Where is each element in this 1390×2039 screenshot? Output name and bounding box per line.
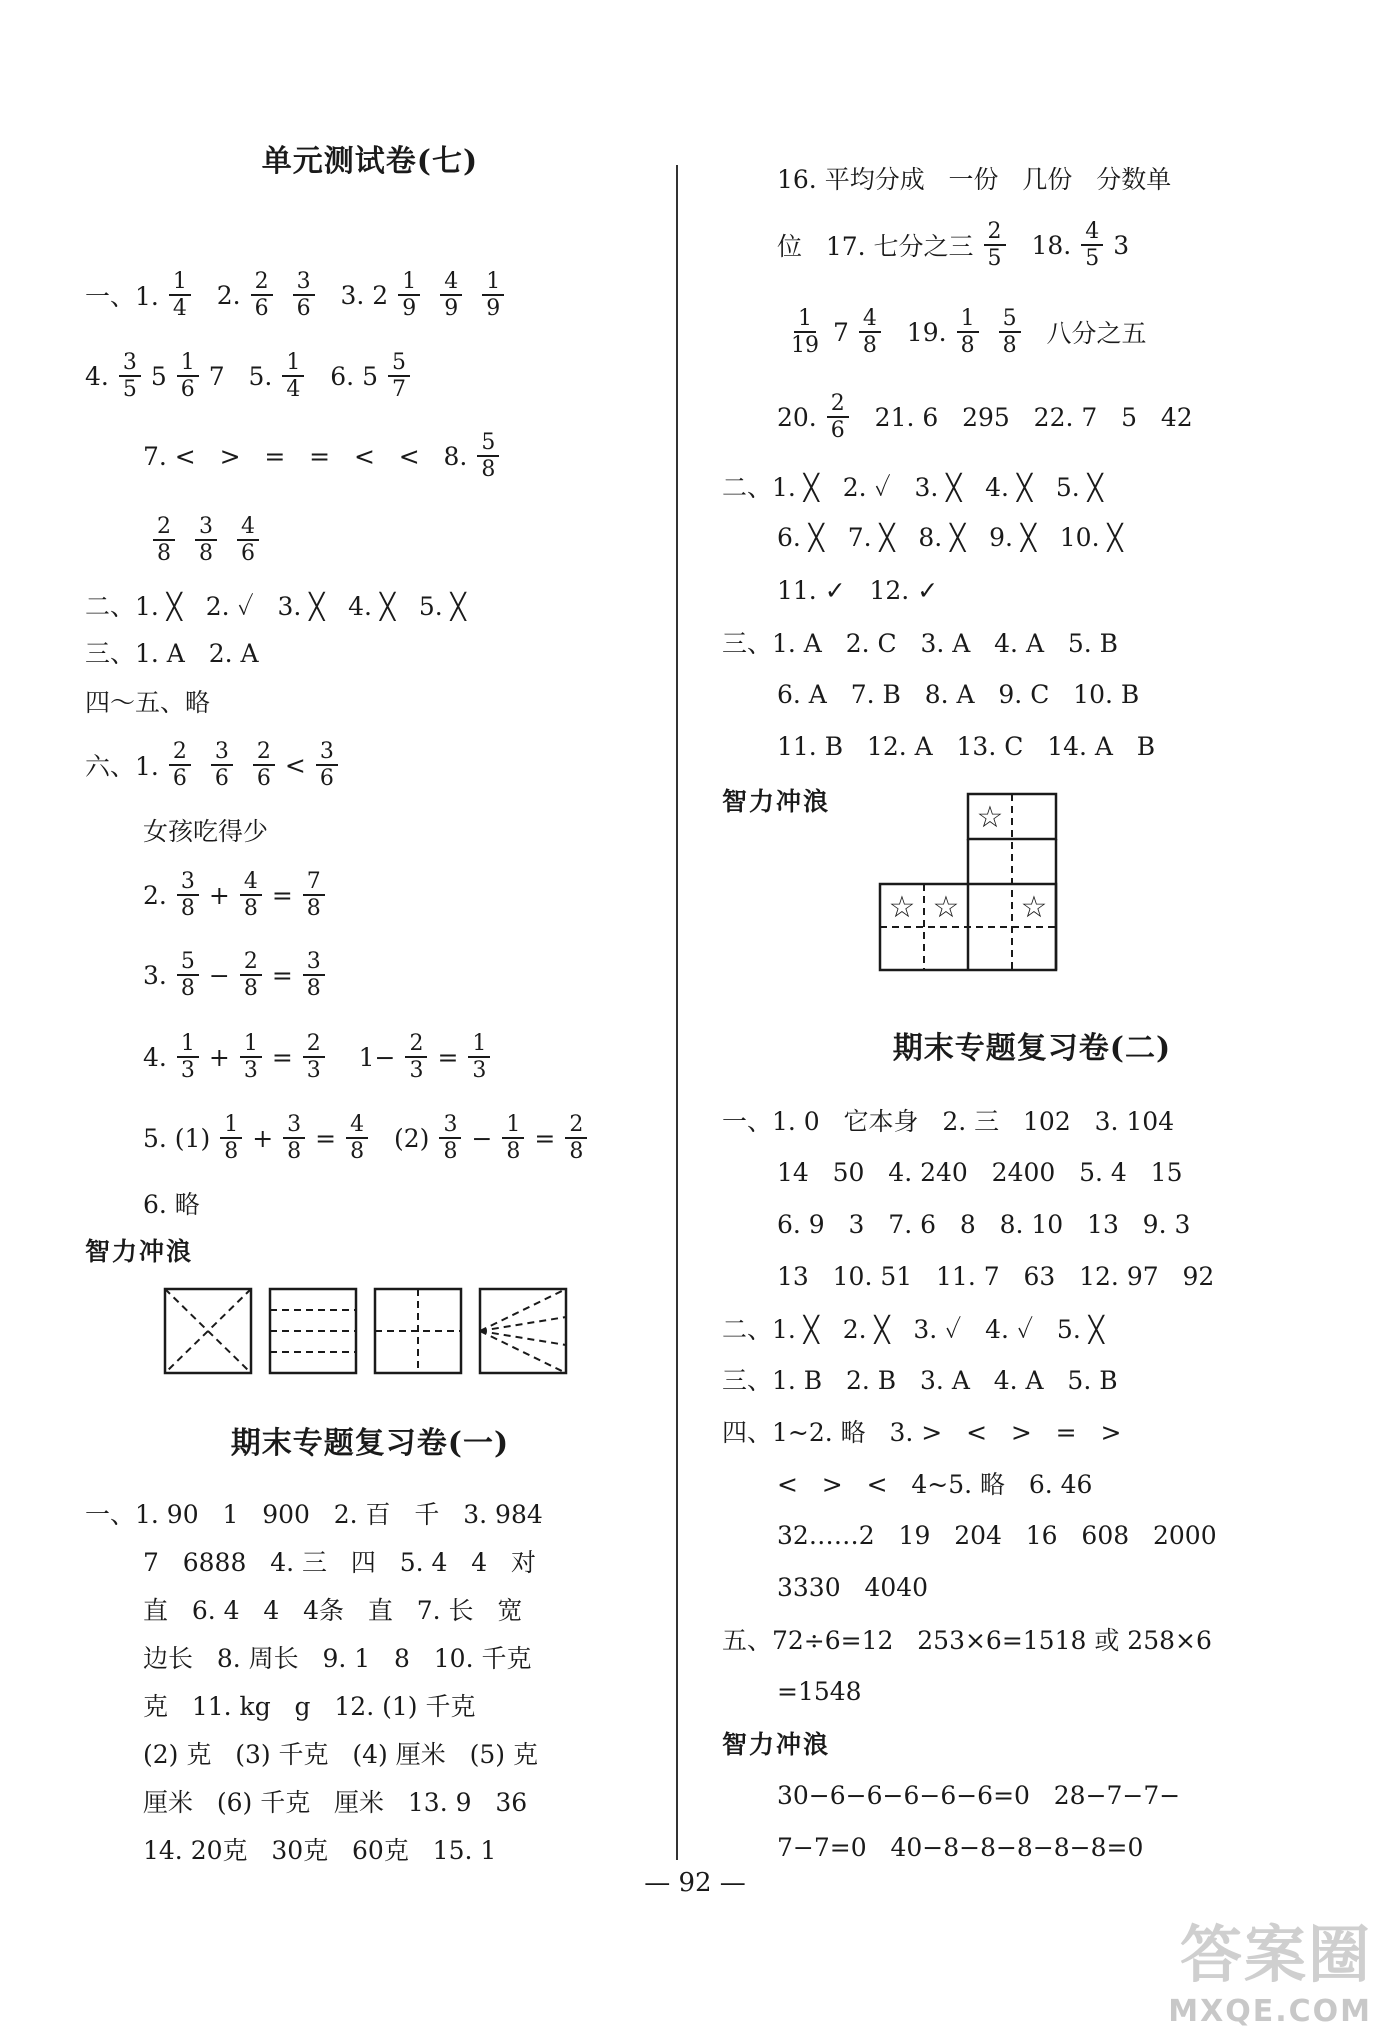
fraction-denominator: 8	[180, 976, 195, 1001]
fraction-numerator: 1	[240, 1031, 262, 1058]
fraction-numerator: 1	[282, 350, 304, 377]
answer-text: =	[437, 1042, 459, 1072]
fraction-numerator: 4	[240, 869, 262, 896]
section-title-unit7: 单元测试卷(七)	[261, 144, 479, 179]
fraction-denominator: 8	[306, 896, 321, 921]
answer-text: −	[471, 1123, 493, 1153]
answer-line	[143, 800, 268, 860]
answer-line: 7−7=0 40−8−8−8−8−8=0	[777, 1832, 1144, 1862]
square-diagonals-figure	[165, 1289, 251, 1373]
answer-line	[777, 716, 1155, 776]
fraction-numerator: 3	[316, 739, 338, 766]
fraction-numerator: 2	[984, 219, 1006, 246]
fraction	[240, 869, 262, 922]
answer-line	[143, 945, 335, 1005]
answer-line	[85, 265, 514, 325]
fraction	[303, 949, 325, 1002]
fraction-numerator: 3	[177, 869, 199, 896]
answer-line	[777, 507, 1123, 567]
fraction-denominator: 8	[224, 1139, 239, 1164]
watermark-logo	[1168, 1905, 1372, 2029]
fraction-numerator: 3	[303, 949, 325, 976]
fraction-numerator: 3	[211, 739, 233, 766]
answer-text: 11. ✓ 12. ✓	[777, 575, 939, 605]
answer-line	[777, 387, 1193, 447]
fraction-denominator: 8	[481, 457, 496, 482]
brain-wave-label: 智力冲浪	[85, 1237, 194, 1266]
fraction	[177, 869, 199, 922]
answer-line: 14 50 4. 240 2400 5. 4 15	[777, 1157, 1183, 1187]
fraction	[398, 269, 420, 322]
fraction-denominator: 19	[791, 333, 819, 358]
answer-text: 6. A 7. B 8. A 9. C 10. B	[777, 679, 1140, 709]
fraction	[827, 391, 849, 444]
answer-text: 3.	[143, 960, 167, 990]
answer-text: =	[271, 880, 293, 910]
fraction-denominator: 4	[172, 296, 187, 321]
fraction-denominator: 6	[214, 766, 229, 791]
answer-text: 二、1. ╳ 2. ✓ 3. ╳ 4. ╳ 5. ╳	[85, 592, 466, 621]
answer-text: 4.	[143, 1042, 167, 1072]
fraction-numerator: 5	[999, 306, 1021, 333]
answer-line: =1548	[777, 1676, 862, 1706]
answer-text: 21. 6 295 22. 7 5 42	[858, 402, 1193, 432]
answer-text: 11. B 12. A 13. C 14. A B	[777, 731, 1156, 761]
fraction	[957, 306, 979, 359]
fraction-denominator: 8	[862, 333, 877, 358]
brain-wave-label: 智力冲浪	[722, 787, 831, 816]
star-icon: ☆	[888, 890, 916, 925]
fraction-denominator: 9	[444, 296, 459, 321]
fraction	[240, 1031, 262, 1084]
fraction	[482, 269, 504, 322]
answer-text: 4.	[85, 361, 109, 391]
star-icon: ☆	[1020, 890, 1048, 925]
watermark-url: MXQE.COM	[1168, 1994, 1372, 2029]
fraction	[468, 1031, 490, 1084]
answer-line	[143, 510, 269, 570]
answer-line: 二、1. ╳ 2. ╳ 3. ✓ 4. ✓ 5. ╳	[722, 1315, 1104, 1344]
fraction-numerator: 2	[405, 1031, 427, 1058]
fraction-denominator: 3	[243, 1058, 258, 1083]
answer-text: =	[271, 1042, 293, 1072]
answer-line	[143, 1027, 500, 1087]
fraction-numerator: 4	[346, 1112, 368, 1139]
fraction	[119, 350, 141, 403]
fraction-denominator: 3	[306, 1058, 321, 1083]
answer-text: 四～五、略	[85, 688, 211, 717]
fraction-numerator: 7	[303, 869, 325, 896]
fraction-numerator: 4	[440, 269, 462, 296]
answer-line: 14. 20克 30克 60克 15. 1	[143, 1836, 497, 1865]
column-divider	[676, 165, 678, 1860]
answer-text: (2)	[378, 1123, 430, 1153]
section-title-final2: 期末专题复习卷(二)	[892, 1031, 1172, 1066]
fraction-denominator: 8	[306, 976, 321, 1001]
fraction	[440, 269, 462, 322]
fraction	[220, 1112, 242, 1165]
answer-line: 一、1. 90 1 900 2. 百 千 3. 984	[85, 1500, 543, 1529]
fraction	[999, 306, 1021, 359]
fraction-denominator: 8	[443, 1139, 458, 1164]
brain-wave-label: 智力冲浪	[722, 1730, 831, 1759]
answer-text: =	[534, 1123, 556, 1153]
watermark-text: 答案圈	[1179, 1918, 1372, 1991]
answer-line: 五、72÷6=12 253×6=1518 或 258×6	[722, 1626, 1212, 1655]
answer-line: 3330 4040	[777, 1572, 929, 1602]
fraction	[388, 350, 410, 403]
fraction-numerator: 1	[398, 269, 420, 296]
square-division-figures	[157, 1285, 577, 1380]
answer-line	[777, 664, 1139, 724]
fraction-numerator: 3	[195, 514, 217, 541]
answer-text: 6. 5	[314, 361, 378, 391]
fraction	[303, 869, 325, 922]
square-quarters-figure	[375, 1289, 461, 1373]
fraction-numerator: 3	[439, 1112, 461, 1139]
answer-text: =	[315, 1123, 337, 1153]
fraction-denominator: 8	[506, 1139, 521, 1164]
answer-line: 32……2 19 204 16 608 2000	[777, 1520, 1217, 1550]
fraction	[211, 739, 233, 792]
fraction-numerator: 2	[303, 1031, 325, 1058]
answer-text: +	[208, 1042, 230, 1072]
fraction-numerator: 1	[169, 269, 191, 296]
square-horizontal-strips-figure	[270, 1289, 356, 1373]
answer-text: 7. < > = = < < 8.	[143, 441, 468, 471]
fraction-denominator: 5	[987, 246, 1002, 271]
fraction-numerator: 4	[1081, 219, 1103, 246]
fraction-numerator: 1	[468, 1031, 490, 1058]
answer-text: 3	[1113, 230, 1130, 260]
fraction-numerator: 2	[153, 514, 175, 541]
answer-line	[722, 612, 1118, 672]
square-fan-figure	[480, 1289, 566, 1373]
answer-line: 边长 8. 周长 9. 1 8 10. 千克	[143, 1644, 532, 1673]
answer-text: +	[252, 1123, 274, 1153]
fraction	[169, 739, 191, 792]
answer-line: 13 10. 51 11. 7 63 12. 97 92	[777, 1261, 1215, 1291]
answer-line	[777, 302, 1146, 362]
fraction	[316, 739, 338, 792]
fraction	[1081, 219, 1103, 272]
fraction-denominator: 9	[486, 296, 501, 321]
fraction	[177, 350, 199, 403]
answer-text: 八分之五	[1030, 319, 1147, 348]
fraction-denominator: 8	[1002, 333, 1017, 358]
answer-text: 3. 2	[324, 280, 389, 310]
answer-text: −	[208, 960, 230, 990]
answer-text: 六、1.	[85, 752, 159, 781]
fraction	[177, 1031, 199, 1084]
fraction-numerator: 5	[177, 949, 199, 976]
fraction	[293, 269, 315, 322]
answer-line: 直 6. 4 4 4条 直 7. 长 宽	[143, 1596, 523, 1625]
answer-line: 厘米 (6) 千克 厘米 13. 9 36	[143, 1788, 528, 1817]
fraction-numerator: 2	[240, 949, 262, 976]
fraction-denominator: 8	[243, 976, 258, 1001]
answer-text: 三、1. A 2. C 3. A 4. A 5. B	[722, 629, 1119, 658]
fraction	[169, 269, 191, 322]
answer-text: 三、1. A 2. A	[85, 639, 259, 668]
fraction-numerator: 1	[957, 306, 979, 333]
fraction-denominator: 6	[180, 377, 195, 402]
fraction-numerator: 1	[177, 1031, 199, 1058]
fraction-numerator: 1	[177, 350, 199, 377]
answer-line: 一、1. 0 它本身 2. 三 102 3. 104	[722, 1107, 1175, 1136]
fraction-numerator: 2	[253, 739, 275, 766]
fraction-denominator: 8	[350, 1139, 365, 1164]
fraction-denominator: 4	[286, 377, 301, 402]
fraction-denominator: 5	[1085, 246, 1100, 271]
fraction	[237, 514, 259, 567]
fraction-numerator: 3	[119, 350, 141, 377]
answer-text: 7	[833, 317, 849, 347]
answer-text: 6. ╳ 7. ╳ 8. ╳ 9. ╳ 10. ╳	[777, 522, 1123, 552]
fraction-denominator: 8	[243, 896, 258, 921]
fraction-denominator: 3	[180, 1058, 195, 1083]
fraction-numerator: 1	[502, 1112, 524, 1139]
answer-text: 女孩吃得少	[143, 817, 269, 846]
fraction-denominator: 6	[256, 766, 271, 791]
fraction-denominator: 8	[180, 896, 195, 921]
fraction-numerator: 4	[237, 514, 259, 541]
fraction	[346, 1112, 368, 1165]
fraction-denominator: 6	[254, 296, 269, 321]
fraction	[251, 269, 273, 322]
fraction	[303, 1031, 325, 1084]
fraction-denominator: 8	[960, 333, 975, 358]
fraction	[565, 1112, 587, 1165]
fraction-denominator: 9	[402, 296, 417, 321]
fraction	[240, 949, 262, 1002]
fraction-numerator: 5	[477, 430, 499, 457]
answer-text: 18.	[1015, 230, 1072, 260]
fraction-numerator: 1	[794, 306, 816, 333]
answer-line: < > < 4~5. 略 6. 46	[777, 1470, 1093, 1499]
answer-text: 2.	[200, 280, 241, 310]
answer-line: 7 6888 4. 三 四 5. 4 4 对	[143, 1548, 536, 1577]
fraction	[153, 514, 175, 567]
fraction-denominator: 6	[241, 541, 255, 566]
fraction	[984, 219, 1006, 272]
answer-line	[777, 215, 1129, 275]
answer-text: 6. 略	[143, 1190, 200, 1219]
answer-line	[777, 560, 938, 620]
answer-text: 16. 平均分成 一份 几份 分数单	[777, 165, 1172, 194]
answer-line	[143, 426, 509, 486]
fraction-numerator: 4	[859, 306, 881, 333]
answer-line	[777, 148, 1171, 208]
fraction-denominator: 3	[472, 1058, 487, 1083]
fraction-denominator: 8	[287, 1139, 302, 1164]
answer-line: 四、1~2. 略 3. > < > = >	[722, 1418, 1122, 1447]
star-icon: ☆	[932, 890, 960, 925]
answer-line: (2) 克 (3) 千克 (4) 厘米 (5) 克	[143, 1740, 538, 1769]
fraction	[859, 306, 881, 359]
fraction	[282, 350, 304, 403]
left-column	[85, 0, 655, 1880]
fraction-numerator: 1	[482, 269, 504, 296]
fraction-numerator: 2	[827, 391, 849, 418]
right-column	[722, 0, 1342, 1880]
answer-text: 位 17. 七分之三	[777, 232, 974, 261]
fraction-denominator: 3	[409, 1058, 424, 1083]
fraction-denominator: 8	[157, 541, 171, 566]
answer-text: =	[271, 960, 293, 990]
answer-text: 20.	[777, 402, 817, 432]
fraction	[177, 949, 199, 1002]
answer-line: 30−6−6−6−6−6=0 28−7−7−	[777, 1780, 1181, 1810]
fraction-numerator: 3	[283, 1112, 305, 1139]
page-number: — 92 —	[644, 1868, 746, 1898]
fraction-denominator: 8	[569, 1139, 584, 1164]
answer-line: 三、1. B 2. B 3. A 4. A 5. B	[722, 1366, 1118, 1395]
fraction-numerator: 2	[251, 269, 273, 296]
answer-text: 1−	[334, 1042, 396, 1072]
answer-text: +	[208, 880, 230, 910]
fraction-denominator: 7	[391, 377, 406, 402]
answer-line	[85, 735, 348, 795]
fraction	[439, 1112, 461, 1165]
answer-text: 2.	[143, 880, 167, 910]
fraction-denominator: 6	[296, 296, 311, 321]
star-icon: ☆	[976, 800, 1004, 835]
fraction-numerator: 2	[565, 1112, 587, 1139]
fraction	[405, 1031, 427, 1084]
fraction	[195, 514, 217, 567]
fraction-numerator: 3	[293, 269, 315, 296]
fraction	[502, 1112, 524, 1165]
fraction-denominator: 6	[319, 766, 334, 791]
answer-text: 二、1. ╳ 2. ✓ 3. ╳ 4. ╳ 5. ╳	[722, 473, 1103, 502]
answer-text: 一、1.	[85, 282, 159, 311]
answer-text: 19.	[890, 317, 947, 347]
answer-text: 7 5.	[208, 361, 273, 391]
answer-line	[143, 1108, 597, 1168]
answer-text: 5. (1)	[143, 1123, 211, 1153]
answer-text: 5	[150, 361, 167, 391]
fraction-denominator: 6	[830, 418, 845, 443]
section-title-final1: 期末专题复习卷(一)	[230, 1426, 510, 1461]
fraction	[477, 430, 499, 483]
fraction-denominator: 8	[199, 541, 213, 566]
fraction-numerator: 5	[388, 350, 410, 377]
fraction-numerator: 1	[220, 1112, 242, 1139]
answer-line	[85, 671, 210, 731]
answer-line	[143, 865, 335, 925]
answer-line	[85, 346, 420, 406]
fraction-denominator: 6	[172, 766, 187, 791]
answer-line: 克 11. kg g 12. (1) 千克	[143, 1692, 476, 1721]
fraction	[253, 739, 275, 792]
star-net-figure	[878, 790, 1068, 975]
fraction-numerator: 2	[169, 739, 191, 766]
answer-line: 6. 9 3 7. 6 8 8. 10 13 9. 3	[777, 1209, 1191, 1239]
answer-text: <	[284, 750, 306, 780]
fraction	[787, 306, 823, 359]
fraction	[283, 1112, 305, 1165]
fraction-denominator: 5	[122, 377, 137, 402]
